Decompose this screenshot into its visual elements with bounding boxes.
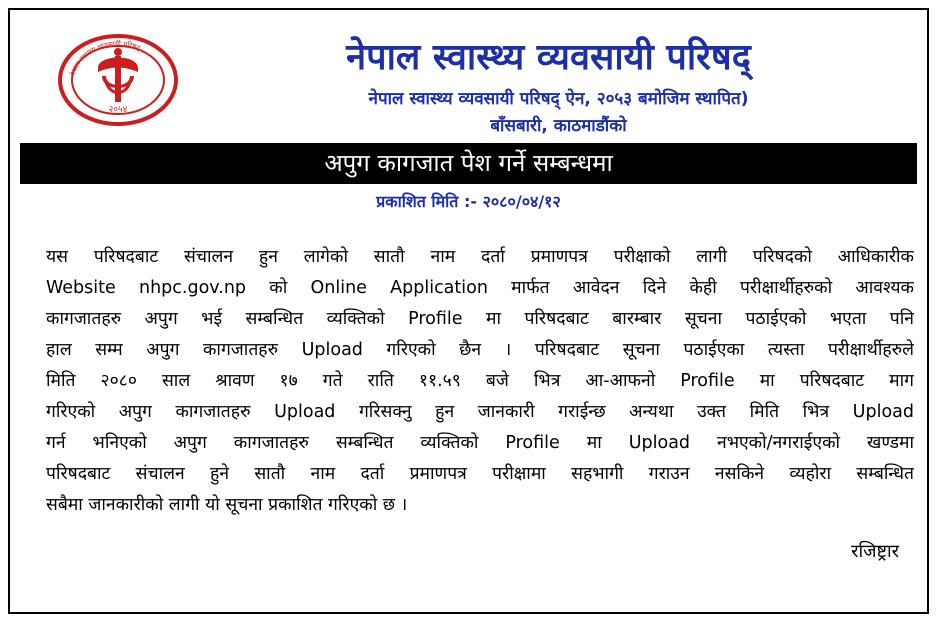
registrar-signature: रजिष्ट्रार (851, 541, 899, 562)
notice-body-line: मिति २०८० साल श्रावण १७ गते राति ११.५९ बजे भित्र आ-आफनो Profile मा परिषदबाट माग (46, 371, 914, 391)
seal-ring-text: नेपाल स्वास्थ्य व्यवसायी परिषद् (69, 39, 142, 77)
notice-body-line: कागजातहरु अपुग भई सम्बन्धित व्यक्तिको Profile मा परिषदबाट बारम्बार सूचना पठाईएको भएता पनि (46, 309, 914, 329)
council-seal-logo (54, 30, 182, 126)
notice-body-line: परिषदबाट संचालन हुने सातौ नाम दर्ता प्रमाणपत्र परीक्षामा सहभागी गराउन नसकिने व्यहोरा सम्बन्धित (46, 464, 914, 484)
notice-body-line: यस परिषदबाट संचालन हुन लागेको सातौ नाम दर्ता प्रमाणपत्र परीक्षाको लागी परिषदको आधिकारीक (46, 247, 914, 267)
notice-body-line: गरिएको अपुग कागजातहरु Upload गरिसक्नु हुन जानकारी गराईन्छ अन्यथा उक्त मिति भित्र Upload (46, 402, 914, 422)
svg-text:नेपाल स्वास्थ्य व्यवसायी परिषद (68, 39, 141, 77)
seal-year: २०५४ (108, 105, 128, 115)
notice-body-line: गर्न भनिएको अपुग कागजातहरु सम्बन्धित व्यक्तिको Profile मा Upload नभएको/नगराईएको खण्डमा (46, 433, 914, 453)
notice-body-line: Website nhpc.gov.np को Online Application मार्फत आवेदन दिने केही परीक्षार्थीहरुको आवश्यक (46, 278, 914, 298)
council-location: बाँसबारी, काठमाडौंको (490, 116, 627, 136)
council-subtitle: नेपाल स्वास्थ्य व्यवसायी परिषद् ऐन, २०५३ बमोजिम स्थापित) (368, 89, 749, 109)
notice-body-line: हाल सम्म अपुग कागजातहरु Upload गरिएको छैन । परिषदबाट सूचना पठाईएका त्यस्ता परीक्षार्थीहरुले (46, 340, 914, 360)
notice-heading-banner: अपुग कागजात पेश गर्ने सम्बन्धमा (20, 143, 917, 184)
notice-body-line: सबैमा जानकारीको लागी यो सूचना प्रकाशित गरिएको छ । (46, 495, 408, 515)
published-date: प्रकाशित मिति :- २०८०/०४/१२ (376, 192, 561, 211)
council-title: नेपाल स्वास्थ्य व्यवसायी परिषद् (346, 37, 751, 78)
notice-frame (8, 8, 929, 614)
notice-body (46, 242, 914, 521)
